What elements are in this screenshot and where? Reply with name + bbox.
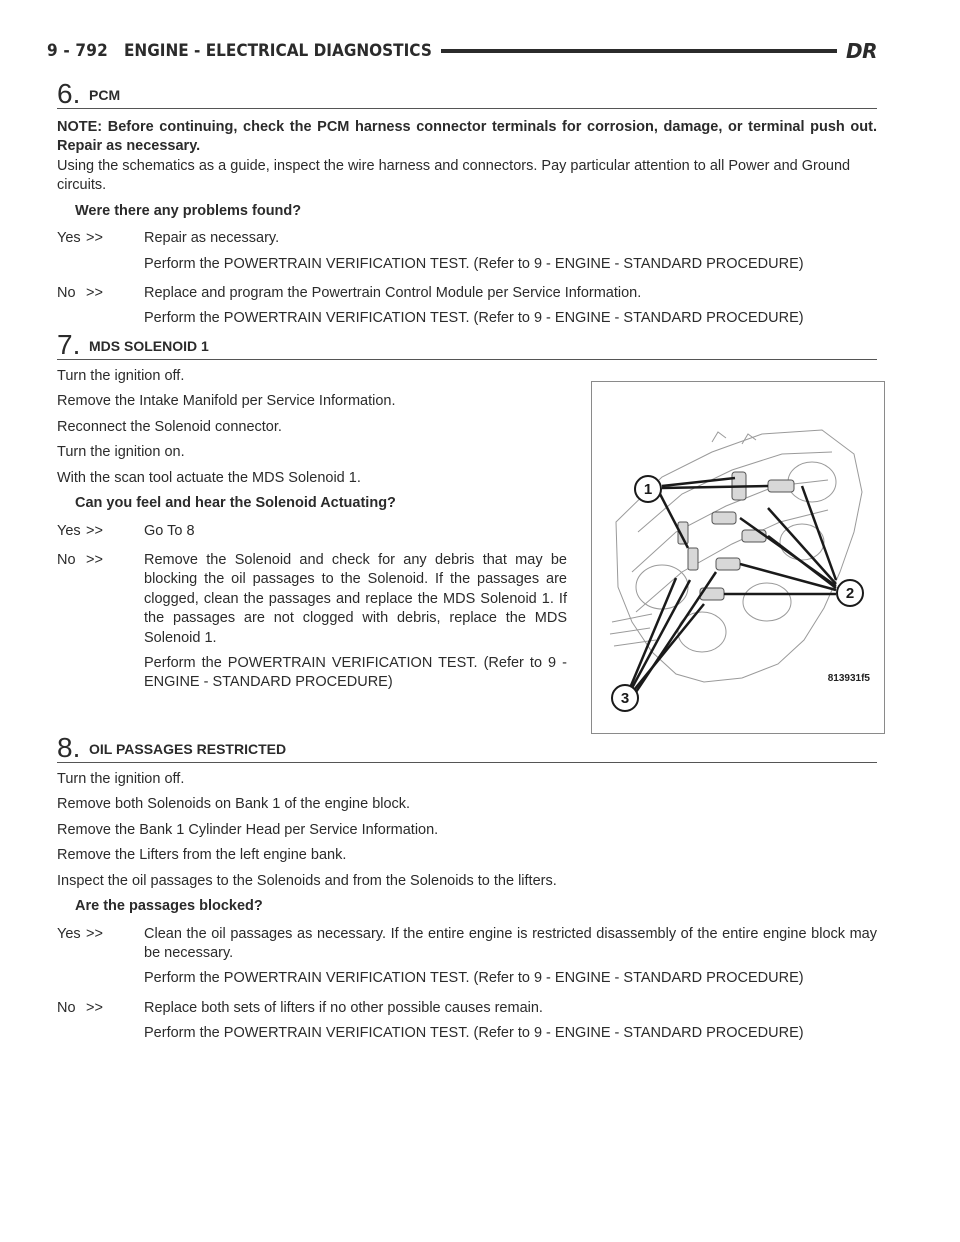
step-6-body	[57, 118, 877, 339]
running-header	[47, 38, 877, 64]
instruction: Inspect the oil passages to the Solenoids and from the Solenoids to the lifters.	[57, 872, 557, 889]
answer-line: Replace and program the Powertrain Control Module per Service Information.	[144, 284, 642, 301]
step-8-body	[57, 770, 877, 1054]
answer-label: No	[57, 551, 76, 568]
casting-detail	[712, 432, 756, 444]
leader-line	[660, 494, 688, 548]
instruction: With the scan tool actuate the MDS Solenoid 1.	[57, 469, 361, 486]
lifter-part	[688, 548, 698, 570]
answer-label: Yes	[57, 522, 81, 539]
section-title: ENGINE - ELECTRICAL DIAGNOSTICS	[123, 40, 432, 61]
answer-yes	[57, 522, 567, 547]
paragraph: Using the schematics as a guide, inspect the wire harness and connectors. Pay particular attention to all Power and Ground circuits.	[57, 157, 851, 194]
answer-no	[57, 999, 877, 1050]
instruction: Reconnect the Solenoid connector.	[57, 418, 282, 435]
instruction: Turn the ignition on.	[57, 444, 185, 461]
step-7-body	[57, 367, 567, 703]
step-7-heading	[57, 331, 877, 360]
answer-label: Yes	[57, 925, 81, 942]
answer-label: Yes	[57, 230, 81, 247]
answer-line: Replace both sets of lifters if no other possible causes remain.	[144, 999, 543, 1016]
answer-yes	[57, 925, 877, 995]
answer-line: Perform the POWERTRAIN VERIFICATION TEST. (Refer to 9 - ENGINE - STANDARD PROCEDURE)	[144, 1025, 804, 1042]
answer-line: Perform the POWERTRAIN VERIFICATION TEST. (Refer to 9 - ENGINE - STANDARD PROCEDURE)	[144, 655, 567, 691]
engine-block-figure	[591, 381, 885, 734]
answer-line: Perform the POWERTRAIN VERIFICATION TEST. (Refer to 9 - ENGINE - STANDARD PROCEDURE)	[144, 310, 804, 327]
answer-line: Repair as necessary.	[144, 230, 280, 247]
question: Were there any problems found?	[75, 202, 302, 219]
step-title: MDS SOLENOID 1	[89, 338, 209, 355]
step-number: 7.	[57, 329, 81, 360]
answer-no	[57, 284, 877, 335]
arrow-glyph: >>	[86, 925, 103, 942]
lifter-part	[742, 530, 766, 542]
header-rule	[441, 49, 837, 53]
lifter-part	[716, 558, 740, 570]
cylinder-bore	[743, 583, 791, 621]
callout-3-label: 3	[620, 690, 630, 707]
step-title: PCM	[89, 87, 121, 104]
answer-no	[57, 551, 567, 699]
step-6-heading	[57, 80, 877, 109]
answer-label: No	[57, 284, 76, 301]
callout-2-label: 2	[845, 585, 855, 602]
leader-line	[630, 578, 676, 688]
arrow-glyph: >>	[86, 522, 103, 539]
answer-yes	[57, 229, 877, 280]
question: Can you feel and hear the Solenoid Actuating?	[75, 495, 396, 512]
arrow-glyph: >>	[86, 284, 103, 301]
note-text: NOTE: Before continuing, check the PCM harness connector terminals for corrosion, damage, or terminal push out. Repair as necessary.	[57, 119, 877, 155]
instruction: Remove both Solenoids on Bank 1 of the engine block.	[57, 796, 411, 813]
step-number: 6.	[57, 78, 81, 109]
instruction: Turn the ignition off.	[57, 368, 185, 384]
leader-line	[632, 580, 690, 688]
model-code: DR	[845, 38, 877, 63]
callout-1-label: 1	[643, 481, 653, 498]
answer-line: Clean the oil passages as necessary. If the entire engine is restricted disassembly of the entire engine block may be necessary.	[144, 925, 877, 961]
leader-line	[662, 478, 735, 486]
leader-line	[662, 486, 768, 488]
step-title: OIL PASSAGES RESTRICTED	[89, 741, 287, 758]
instruction: Remove the Bank 1 Cylinder Head per Service Information.	[57, 821, 439, 838]
question: Are the passages blocked?	[75, 898, 263, 915]
arrow-glyph: >>	[86, 551, 103, 568]
lifter-part	[712, 512, 736, 524]
answer-line: Go To 8	[144, 522, 195, 539]
arrow-glyph: >>	[86, 999, 103, 1016]
arrow-glyph: >>	[86, 230, 103, 247]
answer-label: No	[57, 999, 76, 1016]
solenoid-part	[768, 480, 794, 492]
instruction: Remove the Lifters from the left engine bank.	[57, 847, 347, 864]
cylinder-bore	[636, 565, 688, 609]
instruction: Turn the ignition off.	[57, 771, 185, 787]
answer-line: Perform the POWERTRAIN VERIFICATION TEST. (Refer to 9 - ENGINE - STANDARD PROCEDURE)	[144, 970, 804, 987]
instruction: Remove the Intake Manifold per Service Information.	[57, 393, 396, 410]
figure-code: 813931f5	[827, 672, 870, 684]
answer-line: Remove the Solenoid and check for any debris that may be blocking the oil passages to the Solenoid. If the passages are clogged, clean the passages and replace the MDS Solenoid 1. If the passages are not clogged with debris, replace the MDS Solenoid 1.	[144, 551, 567, 646]
step-8-heading	[57, 734, 877, 763]
page-number: 9 - 792	[47, 40, 108, 61]
answer-line: Perform the POWERTRAIN VERIFICATION TEST. (Refer to 9 - ENGINE - STANDARD PROCEDURE)	[144, 255, 804, 272]
step-number: 8.	[57, 732, 81, 763]
